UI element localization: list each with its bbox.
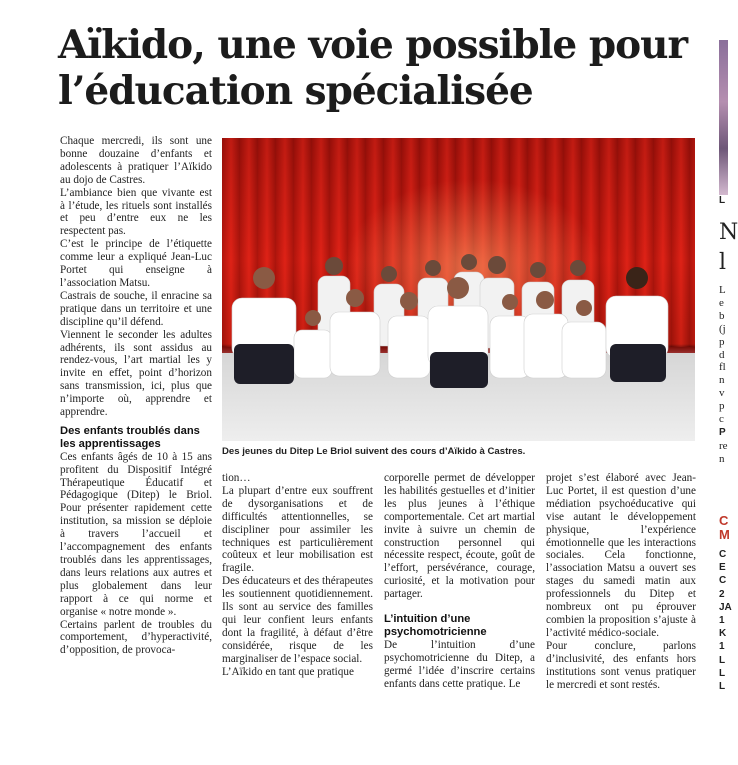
side-article-photo bbox=[719, 40, 728, 195]
side-red-heading bbox=[719, 514, 728, 542]
side-text-2 bbox=[719, 440, 728, 466]
side-text-letter: fl bbox=[719, 361, 726, 374]
side-text-letter: n bbox=[719, 374, 725, 387]
subhead-intuition: L’intuition d’une psychomotricienne bbox=[384, 613, 487, 638]
aikido-group-photo bbox=[222, 138, 695, 441]
side-text-letter: c bbox=[719, 413, 724, 426]
side-red-letter: M bbox=[719, 527, 730, 542]
side-text bbox=[719, 284, 728, 426]
side-text-letter: v bbox=[719, 387, 725, 400]
side-text-letter: e bbox=[719, 296, 724, 309]
side-list-letter: L bbox=[719, 667, 726, 679]
side-text-letter: n bbox=[719, 452, 725, 465]
side-list-letter: C bbox=[719, 549, 727, 560]
photo-caption: Des jeunes du Ditep Le Briol suivent des cours d’Aïkido à Castres. bbox=[222, 446, 526, 457]
paragraph: Certains parlent de troubles du comportement, d’hyperactivité, d’opposition, de provoca- bbox=[60, 618, 212, 657]
column-1-body bbox=[60, 451, 212, 658]
side-list-letter: L bbox=[719, 681, 726, 693]
article-column-4 bbox=[546, 472, 696, 691]
paragraph: Viennent le seconder les adultes adhérents, ils sont assidus au rendez-vous, l’art martial les y invite en effet, point d’horizon sans transmission, ici, plus que n’importe où, apprendre et apprendre. bbox=[60, 328, 212, 419]
side-list-letter: K bbox=[719, 628, 727, 640]
paragraph: Castrais de souche, il enracine sa pratique dans un territoire et une discipline qu’il défend. bbox=[60, 289, 212, 328]
column-3-end bbox=[384, 639, 535, 691]
paragraph: tion… bbox=[222, 472, 251, 484]
paragraph: Chaque mercredi, ils sont une bonne douzaine d’enfants et adolescents à pratiquer l’Aïkido au dojo de Castres. bbox=[60, 135, 212, 186]
side-text-letter: d bbox=[719, 348, 725, 361]
side-list bbox=[719, 548, 732, 693]
side-headline-letter: N bbox=[719, 220, 738, 245]
side-headline-letter: l bbox=[719, 250, 727, 275]
side-list-letter: L bbox=[719, 654, 726, 666]
side-caption-letter: L bbox=[719, 195, 726, 206]
headline-line-2: l’éducation spécialisée bbox=[58, 68, 533, 114]
side-red-letter: C bbox=[719, 513, 729, 528]
subhead-enfants-troubles: Des enfants troublés dans les apprentissages bbox=[60, 424, 200, 450]
side-text-letter: p bbox=[719, 400, 725, 413]
paragraph: Ces enfants âgés de 10 à 15 ans profitent du Dispositif Intégré Thérapeutique Éducatif et Pédagogique (Ditep) le Briol. Pour présenter rapidement cette institution, sa mission se déploie à travers l’accueil et l’accompagnement des enfants troublés dans les apprentissages, dans leurs relations aux autres et plus globalement dans leur rapport à ce qui norme et organise « notre monde ». bbox=[60, 450, 212, 618]
side-bold-letter: P bbox=[719, 427, 726, 438]
paragraph: C’est le principe de l’étiquette comme leur a expliqué Jean-Luc Portet qui enseigne à l’association Matsu. bbox=[60, 238, 212, 289]
paragraph: De l’intuition d’une psychomotricienne du Ditep, a germé l’idée d’inscrire certains enfants dans cette pratique. Le bbox=[384, 638, 535, 690]
side-text-letter: b bbox=[719, 309, 725, 322]
side-list-letter: 2 bbox=[719, 588, 725, 600]
intro-paragraphs bbox=[60, 135, 212, 419]
side-text-letter: re bbox=[719, 440, 728, 452]
article-photo bbox=[222, 138, 695, 441]
paragraph: L’Aïkido en tant que pratique bbox=[222, 665, 354, 678]
paragraph: corporelle permet de développer les habilités gestuelles et d’initier les plus jeunes à l’éthique comportementale. Cet art martial invite à suivre un chemin de construction personnel qui nécessite respect, écoute, goût de l’effort, persévérance, courage, curiosité, et la motivation pour partager. bbox=[384, 472, 535, 601]
side-text-letter: (j bbox=[719, 322, 726, 335]
side-list-letter: 1 bbox=[719, 615, 725, 627]
paragraph: L’ambiance bien que vivante est à l’étude, les rituels sont installés et peu d’entre eux ne les respectent pas. bbox=[60, 186, 212, 238]
side-list-letter: C bbox=[719, 575, 727, 587]
side-text-letter: p bbox=[719, 335, 725, 348]
side-headline bbox=[719, 218, 738, 278]
paragraph: Pour conclure, parlons d’inclusivité, des enfants hors institutions sont venus pratiquer le mercredi et sont restés. bbox=[546, 639, 696, 691]
article-headline bbox=[58, 22, 708, 114]
column-3-body bbox=[384, 472, 535, 601]
side-text-letter: L bbox=[719, 284, 726, 296]
side-list-letter: JA bbox=[719, 601, 732, 613]
article-column-2 bbox=[222, 472, 373, 679]
paragraph: La plupart d’entre eux souffrent de dysorganisations et de difficultés attentionnelles, se discipliner pour assimiler les techniques est particulièrement coûteux et leur mobilisation est fragile. bbox=[222, 484, 373, 575]
article-column-3 bbox=[384, 472, 535, 691]
paragraph: Des éducateurs et des thérapeutes les soutiennent quotidiennement. Ils sont au service des familles qui leur confient leurs enfants dont la fragilité, à défaut d’être considérée, risque de les marginaliser de l’espace social. bbox=[222, 575, 373, 665]
headline-line-1: Aïkido, une voie possible pour bbox=[58, 22, 688, 68]
side-list-letter: E bbox=[719, 562, 726, 574]
article-column-1 bbox=[60, 135, 212, 657]
side-list-letter: 1 bbox=[719, 641, 725, 653]
paragraph: projet s’est élaboré avec Jean-Luc Portet, il est question d’une médiation psychoéducative qui vise autant le développement physique, l’expérience émotionnelle que les interactions sociales. Cela fonctionne, l’association Matsu a ouvert ses stages du samedi matin aux professionnels du Ditep et nombreux ont pu éprouver combien la proposition s’ajuste à l’activité médico-sociale. bbox=[546, 472, 696, 639]
